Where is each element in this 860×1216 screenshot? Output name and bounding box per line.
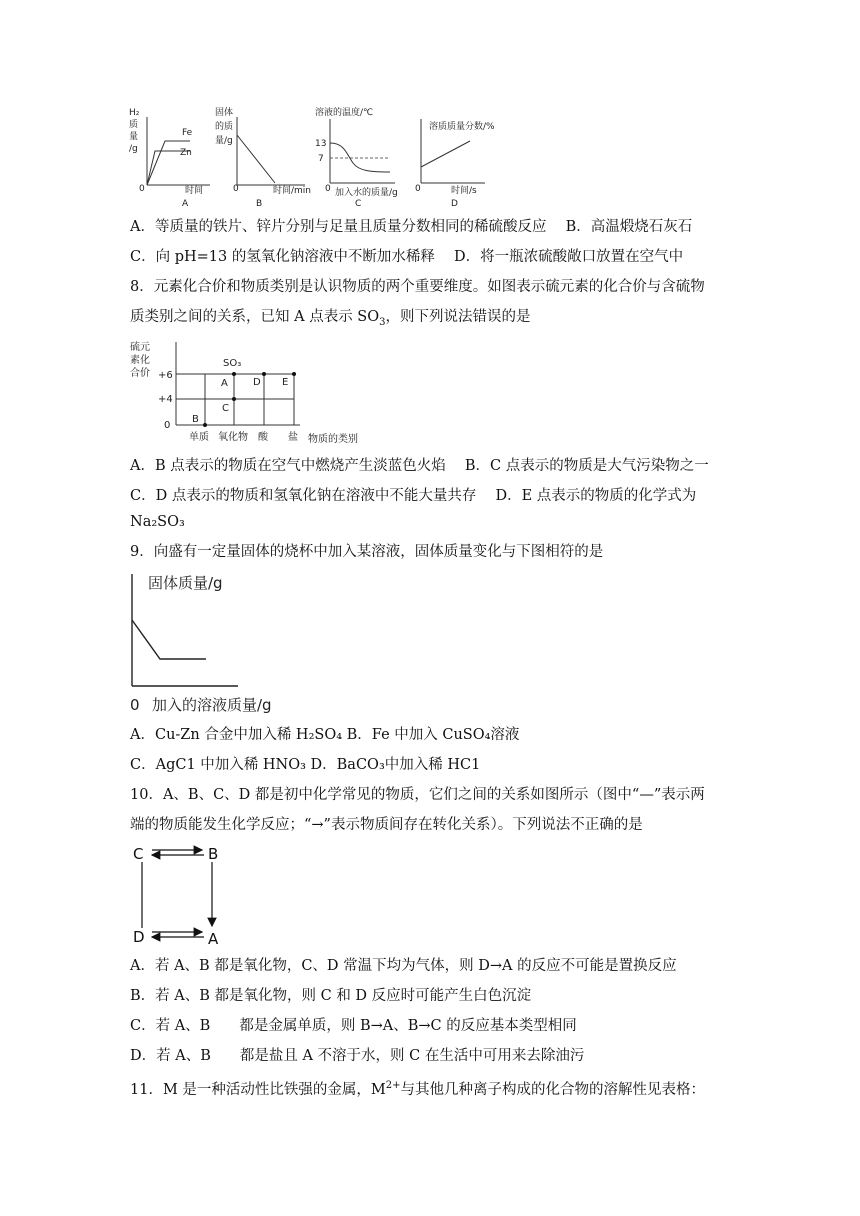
graph-c-letter: C (355, 199, 362, 209)
q8-option-a: A．B 点表示的物质在空气中燃烧产生淡蓝色火焰 (130, 458, 446, 474)
q8-point-c: C (222, 403, 229, 414)
q8-options-cd (130, 486, 696, 506)
q8-ylabel-2: 素化 (130, 355, 150, 366)
q9-option-a: A．Cu-Zn 合金中加入稀 H₂SO₄ (130, 727, 343, 743)
q10-option-b: B．若 A、B 都是氧化物，则 C 和 D 反应时可能产生白色沉淀 (130, 988, 532, 1004)
graph-b-xlabel: 时间/min (273, 186, 312, 196)
q7-option-c: C．向 pH=13 的氢氧化钠溶液中不断加水稀释 (130, 249, 435, 265)
graph-b (215, 106, 311, 209)
q8-options-ab (130, 456, 709, 476)
q8-point-b: B (192, 414, 199, 425)
graph-a-ylabel-4: /g (129, 144, 138, 154)
q9-option-b: B．Fe 中加入 CuSO₄溶液 (346, 727, 520, 743)
q8-xcat-acid: 酸 (258, 432, 268, 443)
graph-b-ylabel-2: 的质 (215, 122, 234, 132)
q8-stem-2: 质类别之间的关系，已知 A 点表示 $SO_3$，则下列说法错误的是 (130, 309, 531, 328)
q9-graph (128, 570, 288, 718)
graph-a-ylabel-1: H₂ (129, 108, 140, 118)
q9-xlabel: 加入的溶液质量/g (152, 696, 272, 714)
q8-point-d: D (253, 377, 261, 388)
q10-option-c: C．若 A、B 都是金属单质，则 B→A、B→C 的反应基本类型相同 (130, 1018, 577, 1034)
q7-option-b: B．高温煅烧石灰石 (565, 219, 693, 235)
q8-xcat-salt: 盐 (288, 432, 298, 443)
q9-options-ab (130, 725, 519, 745)
q9-origin: 0 (130, 696, 140, 714)
graph-b-ylabel-3: 量/g (215, 136, 233, 146)
q10-stem-1: 10．A、B、C、D 都是初中化学常见的物质，它们之间的关系如图所示（图中“—”表示两 (130, 787, 705, 803)
q8-option-d: D．E 点表示的物质的化学式为 (495, 488, 697, 504)
q9-options-cd (130, 755, 480, 775)
q9-stem: 9．向盛有一定量固体的烧杯中加入某溶液，固体质量变化与下图相符的是 (130, 544, 604, 560)
graph-a-xlabel: 时间 (185, 186, 204, 196)
q8-option-b: B．C 点表示的物质是大气污染物之一 (464, 458, 709, 474)
graph-d-xlabel: 时间/s (451, 186, 477, 196)
q8-option-d-formula: Na₂SO₃ (130, 514, 185, 530)
graph-a-origin: 0 (139, 184, 145, 194)
q7-options-cd (130, 247, 683, 267)
q8-ytick-6: +6 (158, 370, 173, 381)
q10-option-d: D．若 A、B 都是盐且 A 不溶于水，则 C 在生活中可用来去除油污 (130, 1048, 585, 1064)
graph-a-ylabel-2: 质 (129, 120, 139, 130)
q8-point-so3: SO₃ (223, 358, 242, 369)
q7-option-a: A．等质量的铁片、锌片分别与足量且质量分数相同的稀硫酸反应 (130, 219, 547, 235)
q8-option-c: C．D 点表示的物质和氢氧化钠在溶液中不能大量共存 (130, 488, 477, 504)
q8-stem-1: 8．元素化合价和物质类别是认识物质的两个重要维度。如图表示硫元素的化合价与含硫物 (130, 279, 705, 295)
q10-node-b: B (208, 845, 219, 863)
graph-c (315, 106, 398, 209)
q8-xcat-oxide: 氧化物 (218, 432, 248, 443)
graph-b-letter: B (256, 199, 263, 209)
q10-node-c: C (133, 845, 144, 863)
graph-a (129, 108, 210, 209)
q9-option-d: D．BaCO₃中加入稀 HC1 (310, 757, 481, 773)
graph-a-letter: A (182, 199, 189, 209)
q7-graphs (125, 105, 505, 210)
q7-option-d: D．将一瓶浓硫酸敞口放置在空气中 (453, 249, 684, 265)
graph-c-tick-7: 7 (318, 154, 324, 164)
graph-b-origin: 0 (233, 184, 239, 194)
q11-stem: 11．M 是一种活动性比铁强的金属，$M^{2+}$与其他几种离子构成的化合物的溶解性见表格： (130, 1080, 706, 1098)
graph-c-ylabel: 溶液的温度/℃ (315, 108, 374, 118)
q10-stem-2: 端的物质能发生化学反应；“→”表示物质间存在转化关系）。下列说法不正确的是 (130, 817, 643, 833)
graph-c-tick-13: 13 (315, 139, 327, 149)
graph-a-series-zn: Zn (180, 148, 192, 158)
q8-xtitle: 物质的类别 (308, 434, 358, 445)
q8-ylabel-1: 硫元 (130, 342, 150, 353)
graph-a-series-fe: Fe (182, 128, 193, 138)
graph-d (415, 119, 495, 209)
q8-point-a: A (221, 378, 228, 389)
q10-node-d: D (133, 928, 145, 946)
q10-node-a: A (208, 930, 219, 948)
graph-b-ylabel-1: 固体 (215, 108, 234, 118)
q8-valence-chart (128, 338, 378, 446)
q8-ytick-0: 0 (164, 420, 171, 431)
graph-c-origin: 0 (325, 184, 331, 194)
q9-option-c: C．AgC1 中加入稀 HNO₃ (130, 757, 306, 773)
graph-d-ylabel: 溶质质量分数/% (429, 122, 495, 132)
q7-options-ab (130, 217, 692, 237)
graph-a-ylabel-3: 量 (129, 132, 139, 142)
graph-c-xlabel: 加入水的质量/g (335, 188, 398, 198)
graph-d-origin: 0 (415, 184, 421, 194)
q10-relation-diagram (130, 842, 230, 948)
graph-d-letter: D (451, 199, 458, 209)
q8-xcat-element: 单质 (189, 432, 209, 443)
q8-ylabel-3: 合价 (130, 368, 150, 379)
q9-ylabel: 固体质量/g (148, 574, 223, 592)
q8-ytick-4: +4 (158, 394, 173, 405)
q8-point-e: E (282, 377, 289, 388)
q10-option-a: A．若 A、B 都是氧化物，C、D 常温下均为气体，则 D→A 的反应不可能是置换反应 (130, 958, 677, 974)
